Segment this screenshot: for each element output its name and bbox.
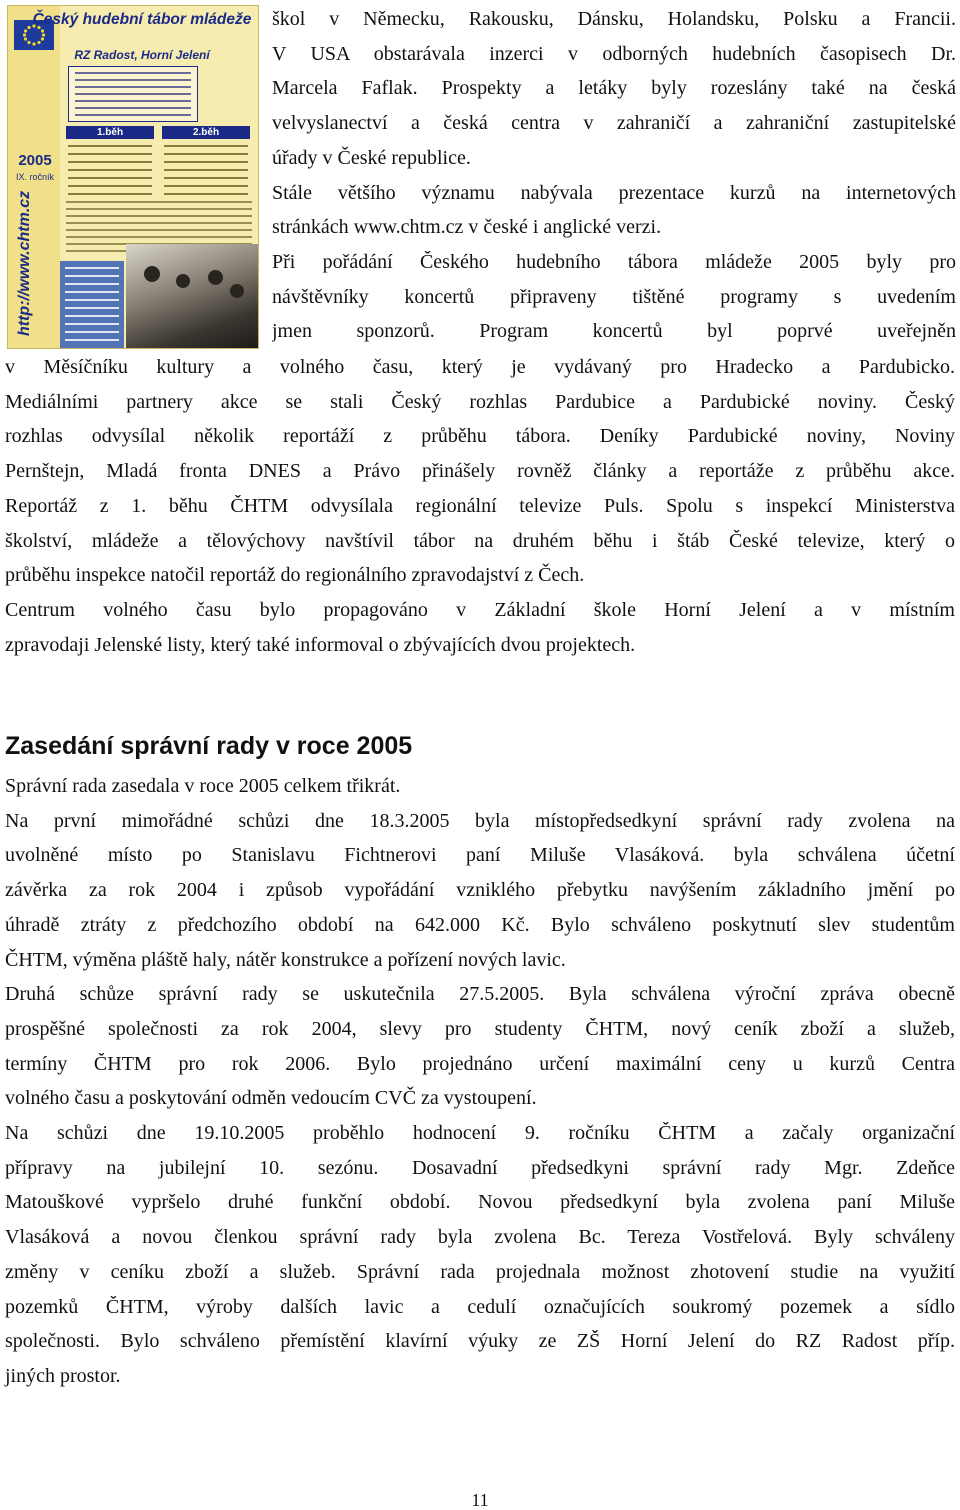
festival-poster-image	[7, 5, 259, 349]
poster-contact-box	[60, 261, 124, 348]
page-number: 11	[471, 1490, 489, 1510]
paragraph-line: Centrum volného času bylo propagováno v Základní škole Horní Jelení a v místním	[5, 598, 955, 621]
paragraph-line: Vlasáková a novou členkou správní rady byla zvolena Bc. Tereza Vostřelová. Byly schváleny	[5, 1226, 955, 1249]
paragraph-line: návštěvníky koncertů připraveny tištěné programy s uvedením	[272, 285, 956, 308]
paragraph-line: závěrka za rok 2004 i způsob vypořádání vzniklého přebytku navýšením základního jmění po	[5, 879, 955, 902]
paragraph-line: Správní rada zasedala v roce 2005 celkem třikrát.	[5, 775, 401, 797]
paragraph-line: Při pořádání Českého hudebního tábora mládeže 2005 byly pro	[272, 250, 956, 273]
paragraph-line: Na schůzi dne 19.10.2005 proběhlo hodnocení 9. ročníku ČHTM a začaly organizační	[5, 1122, 955, 1144]
paragraph-line: změny v ceníku zboží a služeb. Správní rada projednala možnost zhotovení studie na využití	[5, 1260, 955, 1283]
paragraph-line: společnosti. Bylo schváleno přemístění klavírní výuky ze ZŠ Horní Jelení do RZ Radost příp.	[5, 1330, 955, 1353]
poster-year: 2005	[18, 152, 52, 169]
paragraph-line: stránkách www.chtm.cz v české i anglické verzi.	[272, 216, 662, 239]
paragraph-line: V USA obstarávala inzerci v odborných hudebních časopisech Dr.	[272, 42, 956, 65]
paragraph-line: průběhu inspekce natočil reportáž do regionálního zpravodajství z Čech.	[5, 564, 585, 587]
paragraph-line: Matouškové vypršelo druhé funkční období. Novou předsedkyní byla zvolena paní Miluše	[5, 1191, 955, 1214]
poster-title: Český hudební tábor mládeže	[32, 11, 252, 28]
paragraph-line: Stále většího významu nabývala prezentace kurzů na internetových	[272, 181, 956, 204]
poster-url: http://www.chtm.cz	[16, 190, 33, 336]
paragraph-line: termíny ČHTM pro rok 2006. Bylo projednáno určení maximální ceny u kurzů Centra	[5, 1052, 955, 1075]
paragraph-line: v Měsíčníku kultury a volného času, který je vydávaný pro Hradecko a Pardubicko.	[5, 356, 955, 378]
paragraph-line: Mediálními partnery akce se stali Český rozhlas Pardubice a Pardubické noviny. Český	[5, 390, 955, 413]
paragraph-line: škol v Německu, Rakousku, Dánsku, Holandsku, Polsku a Francii.	[272, 8, 956, 30]
poster-run-1	[66, 126, 154, 203]
paragraph-line: rozhlas odvysílal několik reportáží z průběhu tábora. Deníky Pardubické noviny, Noviny	[5, 425, 955, 448]
paragraph-line: pozemků ČHTM, výroby dalších lavic a cedulí označujících soukromý pozemek a sídlo	[5, 1295, 955, 1318]
poster-run-1-label: 1.běh	[66, 126, 154, 139]
paragraph-line: uvolněné místo po Stanislavu Fichtnerovi paní Miluše Vlasáková. byla schválena účetní	[5, 844, 955, 867]
paragraph-line: Druhá schůze správní rady se uskutečnila 27.5.2005. Byla schválena výroční zpráva obecně	[5, 983, 955, 1006]
poster-subtitle: RZ Radost, Horní Jelení	[74, 48, 210, 62]
paragraph-line: Reportáž z 1. běhu ČHTM odvysílala regionální televize Puls. Spolu s inspekcí Ministerstva	[5, 494, 955, 517]
paragraph-line: úřady v České republice.	[272, 146, 471, 169]
section-heading: Zasedání správní rady v roce 2005	[5, 732, 413, 760]
paragraph-line: přípravy na jubilejní 10. sezónu. Dosavadní předsedkyni správní rady Mgr. Zdeňce	[5, 1156, 955, 1179]
paragraph-line: zpravodaji Jelenské listy, který také informoval o zbývajících dvou projektech.	[5, 633, 636, 656]
paragraph-line: školství, mládeže a tělovýchovy navštívil tábor na druhém běhu i štáb České televize, který o	[5, 529, 955, 552]
poster-intro-box	[68, 66, 198, 122]
paragraph-line: Marcela Faflak. Prospekty a letáky byly rozeslány také na česká	[272, 77, 956, 100]
paragraph-line: jiných prostor.	[5, 1364, 121, 1387]
poster-run-2	[162, 126, 250, 203]
poster-edition: IX. ročník	[15, 172, 54, 182]
paragraph-line: velvyslanectví a česká centra v zahraničí a zahraniční zastupitelské	[272, 112, 956, 135]
paragraph-line: Pernštejn, Mladá fronta DNES a Právo přinášely rovněž články a reportáže z průběhu akce.	[5, 460, 955, 483]
poster-run-2-label: 2.běh	[162, 126, 250, 139]
paragraph-line: prospěšné společnosti za rok 2004, slevy pro studenty ČHTM, nový ceník zboží a služeb,	[5, 1017, 955, 1040]
paragraph-line: úhradě ztráty z předchozího období na 642.000 Kč. Bylo schváleno poskytnutí slev studentům	[5, 913, 955, 936]
paragraph-line: jmen sponzorů. Program koncertů byl poprvé uveřejněn	[272, 320, 956, 343]
paragraph-line: volného času a poskytování odměn vedoucím CVČ za vystoupení.	[5, 1087, 537, 1110]
paragraph-line: ČHTM, výměna pláště haly, nátěr konstrukce a pořízení nových lavic.	[5, 948, 566, 971]
orchestra-photo	[126, 244, 258, 348]
paragraph-line: Na první mimořádné schůzi dne 18.3.2005 byla místopředsedkyní správní rady zvolena na	[5, 809, 955, 832]
